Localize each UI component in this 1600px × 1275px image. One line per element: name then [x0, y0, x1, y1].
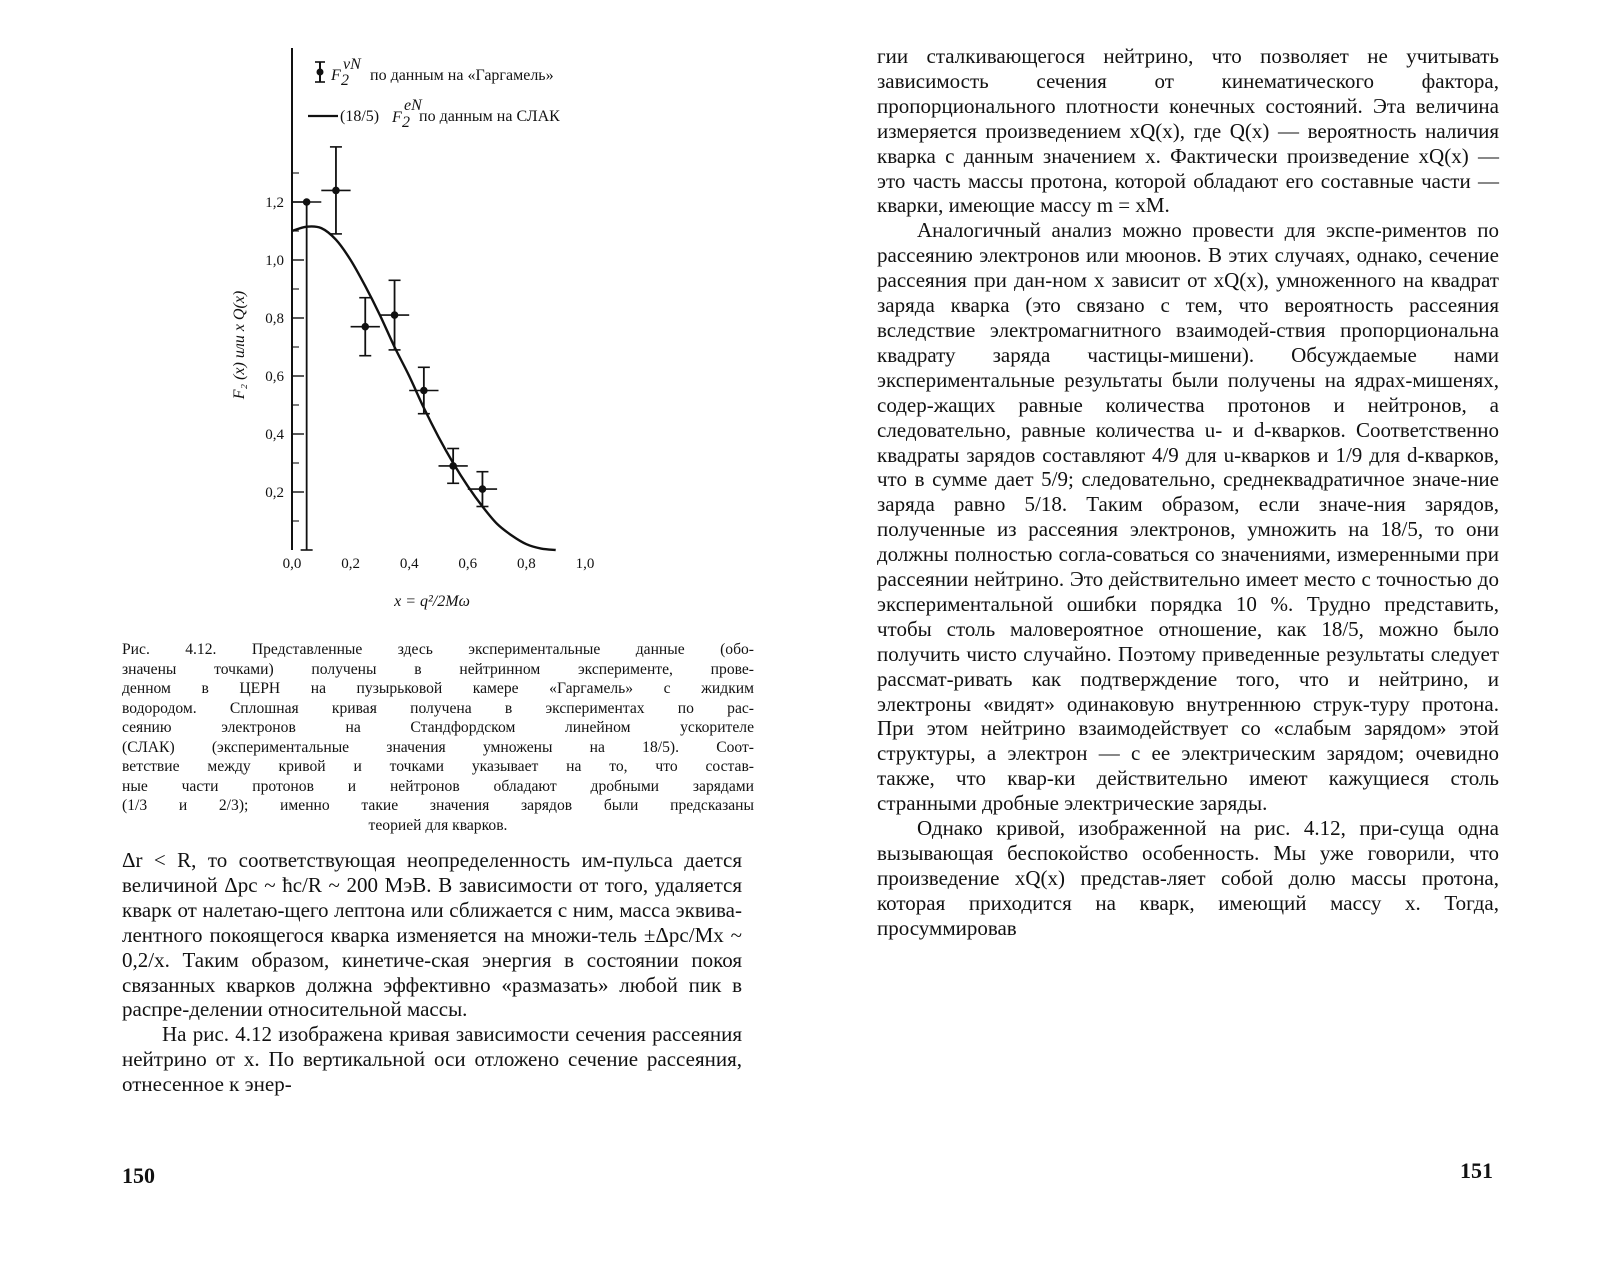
caption-line: сеянию электронов на Стандфордском линейном ускорителе: [122, 719, 754, 736]
body-paragraph: Аналогичный анализ можно провести для экспе-риментов по рассеянию электронов или мюонов. В этих случаях, однако, сечение рассеяния при дан-ном x зависит от xQ(x), умноженного на квадрат заряда кварка (это связано с тем, что вероятность рассеяния вследствие электромагнитного взаимодей-ствия пропорциональна квадрату заряда частицы-мишени). Обсуждаемые нами экспериментальные результаты были получены на ядрах-мишенях, содер-жащих равные количества протонов и нейтронов, а следовательно, равные количества u- и d-кварков. Соответственно квадраты зарядов составляют 4/9 для u-кварков и 1/9 для d-кварков, что в сумме дает 5/9; следовательно, среднеквадратичное значе-ние заряда равно 5/18. Таким образом, если значе-ния зарядов, полученные из рассеяния электронов, умножить на 18/5, то они должны полностью согла-соваться со значениями, измеренными при рассеянии нейтрино. Это действительно имеет место с точностью до экспериментальной ошибки порядка 10 %. Трудно представить, чтобы столь маловероятное отношение, как 18/5, можно было получить чисто случайно. Поэтому приведенные результаты следует рассмат-ривать как подтверждение того, что и нейтрино, и электроны «видят» одинаковую внутреннюю струк-туру протона. При этом нейтрино взаимодействует со «слабым зарядом» этой структуры, а электрон — с ее электрическим зарядом; очевидно также, что квар-ки действительно имеют кажущиеся столь странными дробные электрические заряды.: [877, 218, 1499, 816]
legend-curve-sub: 2: [402, 114, 410, 131]
caption-line: водородом. Сплошная кривая получена в экспериментах по рас-: [122, 699, 754, 717]
legend-curve-sup: eN: [404, 97, 422, 114]
figure-4-12: [200, 40, 640, 630]
data-point-marker: [361, 323, 369, 331]
body-paragraph: Однако кривой, изображенной на рис. 4.12, при-суща одна вызывающая беспокойство особенность. Мы уже говорили, что произведение xQ(x) представ-ляет собой долю массы протона, которая приходится на кварк, имеющий массу x. Тогда, просуммировав: [877, 816, 1499, 940]
legend-entry-points: [315, 56, 554, 89]
caption-line: ветствие между кривой и точками указывает на то, что состав-: [122, 758, 754, 775]
data-point-marker: [303, 198, 311, 206]
legend-points-text: по данным на «Гаргамель»: [370, 67, 554, 84]
legend-curve-symbol: F: [392, 109, 402, 126]
caption-line: (1/3 и 2/3); именно такие значения зарядов были предсказаны: [122, 797, 754, 814]
data-point: [409, 367, 438, 413]
left-body-text: [122, 848, 742, 1097]
y-tick-label: 0,6: [265, 369, 284, 385]
y-tick-label: 0,2: [265, 485, 284, 501]
data-point: [468, 472, 497, 507]
caption-line: (СЛАК) (экспериментальные значения умножены на 18/5). Соот-: [122, 738, 754, 756]
x-tick-label: 0,6: [458, 556, 478, 572]
legend-points-sup: νN: [343, 56, 361, 73]
caption-line: денном в ЦЕРН на пузырьковой камере «Гаргамель» с жидким: [122, 680, 754, 697]
x-tick-label: 0,8: [517, 556, 536, 572]
body-paragraph: гии сталкивающегося нейтрино, что позволяет не учитывать зависимость сечения от кинематического фактора, пропорционального плотности конечных состояний. Эта величина измеряется произведением xQ(x), где Q(x) — вероятность наличия кварка с данным значением x. Фактически произведение xQ(x) — это часть массы протона, которой обладают его составные части — кварки, имеющие массу m = xM.: [877, 44, 1499, 218]
caption-line: теорией для кварков.: [368, 816, 508, 834]
chart-ticks: [265, 173, 594, 572]
y-tick-label: 1,2: [265, 195, 284, 211]
legend-curve-text: по данным на СЛАК: [419, 108, 560, 125]
data-point: [292, 198, 321, 550]
data-point-marker: [479, 485, 487, 493]
page-number-left: 150: [122, 1163, 155, 1188]
data-point-marker: [391, 311, 399, 319]
legend-curve-prefix: (18/5): [340, 108, 380, 125]
data-point-marker: [449, 462, 457, 470]
legend-entry-curve: [308, 97, 560, 131]
x-tick-label: 1,0: [575, 556, 595, 572]
caption-line: значены точками) получены в нейтринном эксперименте, прове-: [122, 660, 754, 678]
x-tick-label: 0,0: [282, 556, 302, 572]
caption-line: Рис. 4.12. Представленные здесь экспериментальные данные (обо-: [122, 641, 754, 658]
page-number-right: 151: [1460, 1158, 1493, 1183]
chart-points-layer: [292, 147, 497, 550]
data-point-marker: [332, 187, 340, 195]
x-tick-label: 0,4: [399, 556, 419, 572]
figure-caption: [122, 640, 754, 835]
right-page: [800, 0, 1600, 1275]
body-paragraph: Δr < R, то соответствующая неопределенность им-пульса дается величиной Δpc ~ ħc/R ~ 200 МэВ. В зависимости от того, удаляется кварк от налетаю-щего лептона или сближается с ним, масса эквива-лентного покоящегося кварка изменяется на множи-тель ±Δpc/Mx ~ 0,2/x. Таким образом, кинетиче-ская энергия в состоянии покоя связанных кварков должна эффективно «размазать» любой пик в распре-делении относительной массы.: [122, 848, 742, 1022]
data-point: [380, 280, 409, 350]
caption-line: ные части протонов и нейтронов обладают дробными зарядами: [122, 777, 754, 795]
x-tick-label: 0,2: [341, 556, 360, 572]
legend-points-sub: 2: [341, 72, 349, 89]
chart: [200, 40, 640, 630]
y-axis-label: F₂ (x) или x Q(x): [231, 290, 248, 400]
y-tick-label: 0,4: [265, 427, 284, 443]
y-tick-label: 0,8: [265, 311, 284, 327]
y-tick-label: 1,0: [265, 253, 284, 269]
data-point-marker: [420, 387, 428, 395]
legend-points-symbol: F: [331, 67, 341, 84]
right-body-text: [877, 44, 1499, 941]
body-paragraph: На рис. 4.12 изображена кривая зависимости сечения рассеяния нейтрино от x. По вертикальной оси отложено сечение рассеяния, отнесенное к энер-: [122, 1022, 742, 1097]
data-point: [321, 147, 350, 234]
chart-legend: [308, 56, 560, 131]
x-axis-label: x = q²/2Mω: [394, 593, 470, 610]
